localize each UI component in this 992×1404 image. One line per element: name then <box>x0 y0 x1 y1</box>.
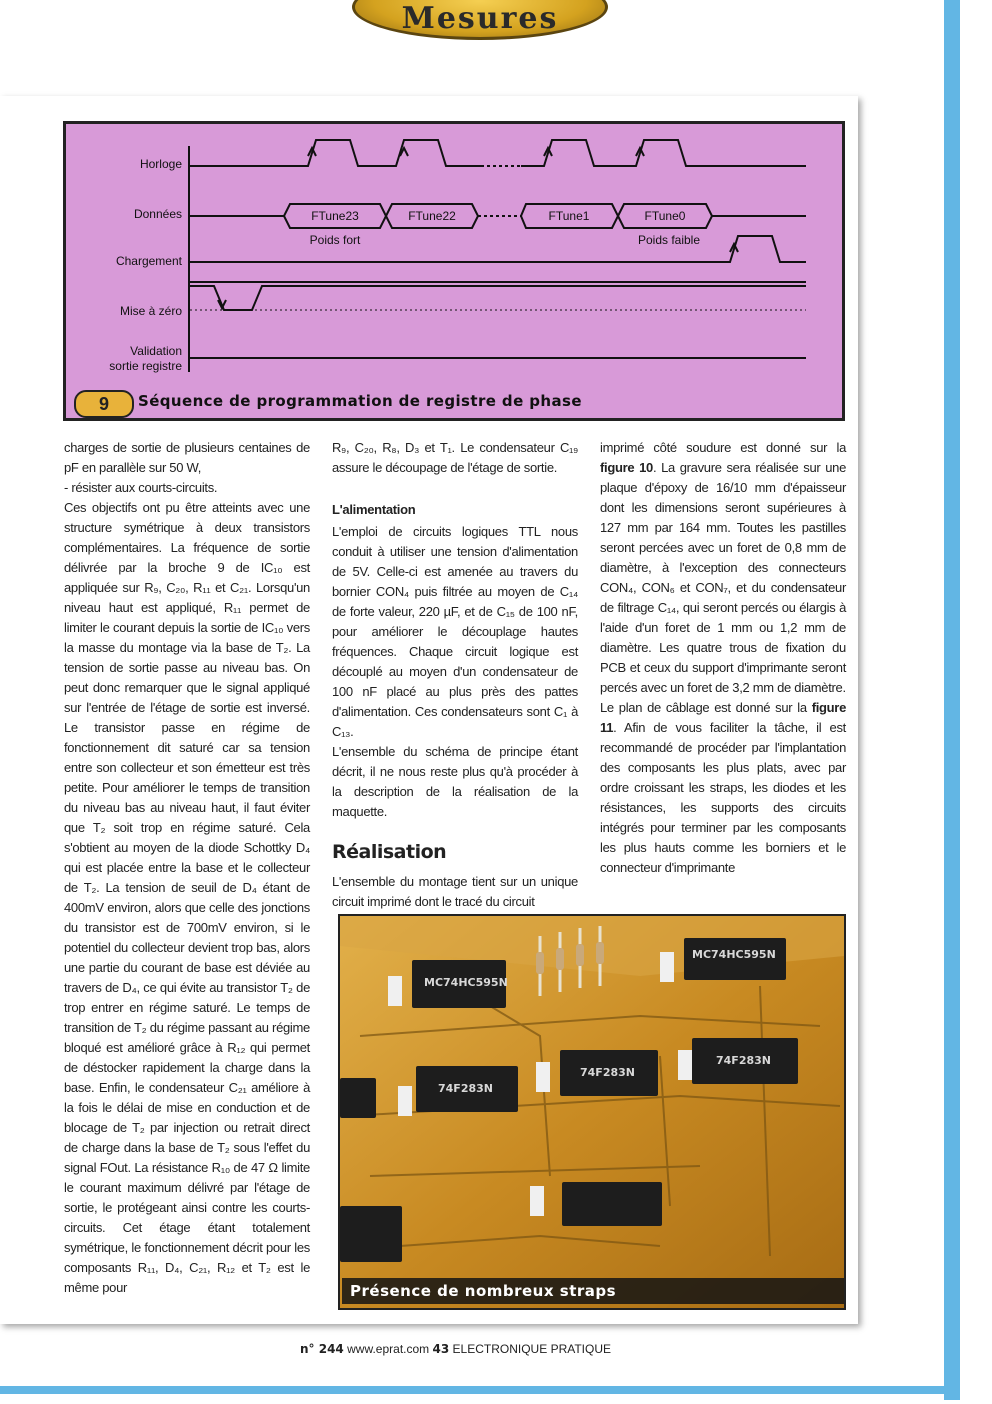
annotation-poids-faible: Poids faible <box>637 233 701 247</box>
data-word-ftune23: FTune23 <box>311 209 359 223</box>
heading-realisation: Réalisation <box>332 841 447 863</box>
section-title: Mesures <box>401 1 559 36</box>
paragraph: R₉, C₂₀, R₈, D₃ et T₁. Le condensateur C₁₉ assure le découpage de l'étage de sortie. <box>332 440 578 475</box>
chip-label: 74F283N <box>580 1066 635 1079</box>
website: www.eprat.com <box>347 1342 430 1356</box>
text-column-2 <box>332 438 578 912</box>
chip-label: 74F283N <box>438 1082 493 1095</box>
annotation-poids-fort: Poids fort <box>309 233 361 247</box>
pcb-photo-illustration <box>340 916 844 1308</box>
page-bottom-border <box>0 1386 960 1394</box>
paragraph: L'ensemble du schéma de principe étant décrit, il ne nous reste plus qu'à procéder à la description de la réalisation de la maquette. <box>332 744 578 819</box>
paragraph: charges de sortie de plusieurs centaines de pF en parallèle sur 50 W, <box>64 440 310 475</box>
text-column-1 <box>64 438 310 1298</box>
signal-label-horloge: Horloge <box>139 157 182 171</box>
page-number: 43 <box>432 1342 450 1356</box>
figure-caption-text: Séquence de programmation de registre de phase <box>138 392 582 410</box>
data-word-ftune1: FTune1 <box>548 209 590 223</box>
chip-label: 74F283N <box>716 1054 771 1067</box>
chip-label: MC74HC595N <box>424 976 508 989</box>
signal-label-sortie-registre: sortie registre <box>109 359 182 373</box>
paragraph: - résister aux courts-circuits. <box>64 480 218 495</box>
issue-number: n° 244 <box>300 1342 344 1356</box>
pcb-photo <box>338 914 846 1310</box>
paragraph: L'ensemble du montage tient sur un unique circuit imprimé dont le tracé du circuit <box>332 874 578 909</box>
paragraph: L'emploi de circuits logiques TTL nous conduit à utiliser une tension d'alimentation de 5V. Celle-ci est amenée au travers du bornier CON₄ puis filtrée au moyen de C₁₄ de forte valeur, 220 µF, et de C₁₅ de 100 nF, pour améliorer le découplage hautes fréquences. Chaque circuit logique est découplé au moyen d'un condensateur de 100 nF placé au plus près des pattes d'alimentation. Ces condensateurs sont C₁ à C₁₃. <box>332 524 578 739</box>
figure-ref: figure 10 <box>600 460 653 475</box>
magazine-name: ELECTRONIQUE PRATIQUE <box>452 1342 612 1356</box>
chip-label: MC74HC595N <box>692 948 776 961</box>
signal-label-chargement: Chargement <box>115 254 182 268</box>
figure-number-badge: 9 <box>74 390 134 418</box>
paragraph: Ces objectifs ont pu être atteints avec une structure symétrique à deux transistors complémentaires. La fréquence de sortie délivrée par la broche 9 de IC₁₀ est appliquée sur R₉, C₂₀, R₁₁ et C₂₁. Lorsqu'un niveau haut est appliqué, R₁₁ permet de limiter le courant depuis la sortie de IC₁₀ vers la masse du montage via la base de T₂. La tension de sortie passe au niveau bas. On peut donc remarquer que le signal appliqué sur l'entrée de l'étage de sortie est inversé. Le transistor passe en régime de fonctionnement dit saturé car sa tension entre son collecteur et son émetteur est très petite. Pour améliorer le temps de transition du niveau bas au niveau haut, il faut éviter que T₂ soit trop en régime saturé. Cela s'obtient au moyen de la diode Schottky D₄ qui est placée entre la base et le collecteur de T₂. La tension de seuil de D₄ étant de 400mV environ, alors que celle des jonctions du transistor est de 700mV environ, si le potentiel du collecteur devient trop bas, alors une partie du courant de base est déviée au travers de D₄, ce qui évite au transistor T₂ de trop entrer en régime saturé. Le temps de transition de T₂ du régime passant au régime bloqué est amélioré grâce à R₁₂ qui permet de déstocker rapidement la charge dans la base. Enfin, le condensateur C₂₁ améliore à la fois le délai de mise en conduction et de blocage de T₂ par injection ou retrait direct de charge dans la base de T₂ sous l'effet du signal FOut. La résistance R₁₀ de 47 Ω limite le courant maximum délivré par l'étage de sortie, le protégeant ainsi contre les courts-circuits. Cet étage étant totalement symétrique, le fonctionnement décrit pour les composants R₁₁, D₄, C₂₁, R₁₂ et T₂ est le même pour <box>64 500 310 1295</box>
subheading-alimentation: L'alimentation <box>332 502 416 517</box>
paragraph: Le plan de câblage est donné sur la figure 11. Afin de vous faciliter la tâche, il est recommandé de procéder par l'implantation des composants les plus plats, avec par ordre croissant les straps, les diodes et les résistances, les supports des circuits intégrés pour terminer par les composants les plus hauts comme les borniers et le connecteur d'imprimante <box>600 700 846 875</box>
figure-caption <box>66 386 842 420</box>
page-right-border <box>944 0 992 1404</box>
paragraph: imprimé côté soudure est donné sur la figure 10. La gravure sera réalisée sur une plaque d'époxy de 16/10 mm d'épaisseur dont les dimensions seront supérieures à 127 mm par 164 mm. Toutes les pastilles seront percées avec un foret de 0,8 mm de diamètre, à l'exception des connecteurs CON₄, CON₆ et CON₇, et du condensateur de filtrage C₁₄, qui seront percés ou élargis à l'aide d'un foret de 1 mm ou 1,2 mm de diamètre. Les quatre trous de fixation du PCB et ceux du support d'imprimante seront percés avec un foret de 3,2 mm de diamètre. <box>600 440 847 695</box>
timing-diagram <box>66 124 842 386</box>
signal-label-validation: Validation <box>130 344 182 358</box>
figure-ref: figure 11 <box>600 700 846 735</box>
signal-label-mise-a-zero: Mise à zéro <box>119 304 182 318</box>
signal-label-donnees: Données <box>133 207 182 221</box>
data-word-ftune0: FTune0 <box>644 209 686 223</box>
section-badge <box>352 0 608 40</box>
data-word-ftune22: FTune22 <box>408 209 456 223</box>
page-footer <box>300 1342 720 1356</box>
text-column-3 <box>600 438 846 878</box>
timing-diagram-figure <box>63 121 845 421</box>
photo-caption: Présence de nombreux straps <box>342 1278 846 1304</box>
